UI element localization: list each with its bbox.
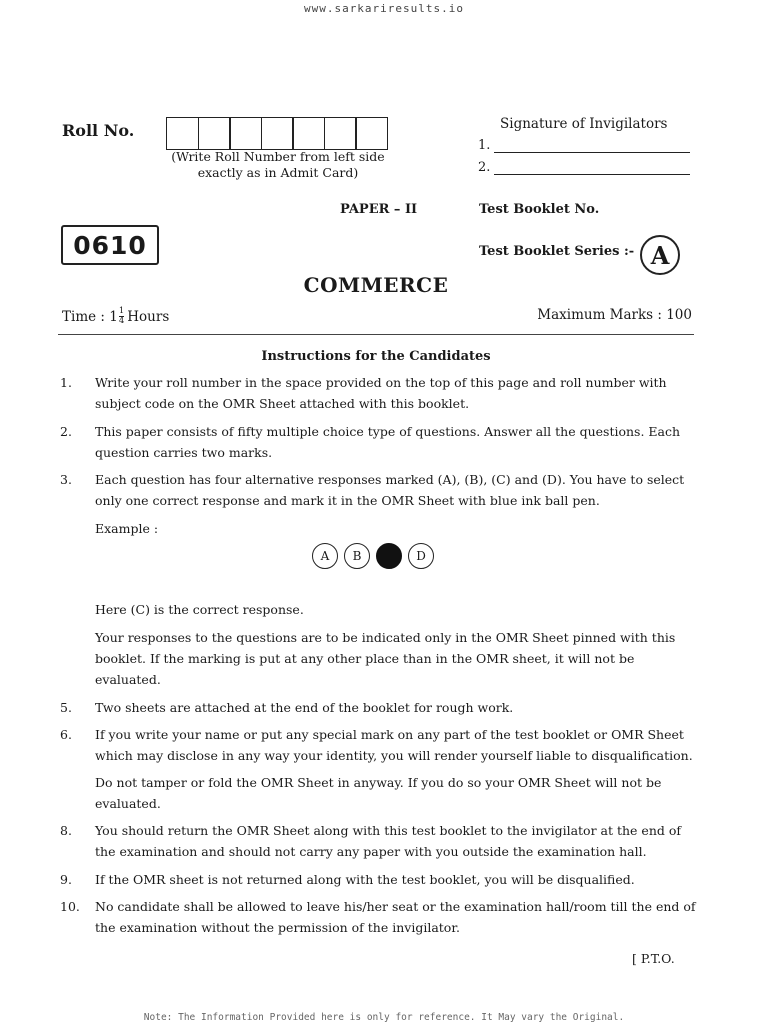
time-fraction	[119, 307, 124, 326]
instruction-item	[60, 421, 696, 463]
instruction-text: This paper consists of fifty multiple choice type of questions. Answer all the questions. Each question carries two marks.	[95, 424, 681, 460]
roll-digit-box[interactable]	[324, 117, 357, 150]
instruction-item	[60, 372, 696, 414]
site-watermark: www.sarkariresults.io	[303, 2, 465, 15]
divider	[58, 334, 694, 335]
instruction-text: Two sheets are attached at the end of the booklet for rough work.	[95, 700, 514, 715]
maximum-marks: Maximum Marks : 100	[537, 307, 692, 323]
instruction-item	[60, 896, 696, 938]
roll-digit-box[interactable]	[166, 117, 199, 150]
invigilator-line-1	[478, 138, 690, 153]
option-bubble-d: D	[408, 543, 434, 569]
invigilators-title: Signature of Invigilators	[500, 116, 668, 132]
instruction-number: 1.	[60, 375, 72, 390]
instruction-number: 10.	[60, 899, 80, 914]
instruction-number: 9.	[60, 872, 72, 887]
time-frac-den: 4	[118, 316, 125, 326]
correct-response-note: Here (C) is the correct response.	[95, 602, 304, 617]
option-bubble-c	[376, 543, 402, 569]
instruction-item	[60, 697, 696, 718]
instruction-item	[60, 820, 696, 862]
omr-note: Your responses to the questions are to be indicated only in the OMR Sheet pinned with this booklet. If the marking is put at any other place than in the OMR sheet, it will not be evaluated.	[95, 630, 676, 687]
roll-number-boxes	[166, 117, 387, 150]
instruction-number: 6.	[60, 727, 72, 742]
roll-digit-box[interactable]	[198, 117, 231, 150]
instruction-item	[60, 869, 696, 890]
roll-digit-box[interactable]	[261, 117, 294, 150]
tamper-note: Do not tamper or fold the OMR Sheet in anyway. If you do so your OMR Sheet will not be evaluated.	[95, 775, 662, 811]
booklet-series-badge: A	[640, 235, 680, 275]
booklet-no-label: Test Booklet No.	[479, 202, 600, 217]
instruction-number: 5.	[60, 700, 72, 715]
subject-title: COMMERCE	[303, 273, 449, 297]
instruction-text: Each question has four alternative responses marked (A), (B), (C) and (D). You have to select only one correct response and mark it in the OMR Sheet with blue ink ball pen.	[95, 472, 685, 508]
invigilator-line-1-num: 1.	[478, 138, 491, 153]
pto-label: [ P.T.O.	[632, 951, 675, 966]
roll-digit-box[interactable]	[355, 117, 388, 150]
paper-label: PAPER – II	[340, 202, 418, 217]
example-bubbles	[312, 543, 440, 569]
example-label: Example :	[95, 521, 159, 536]
time-suffix: Hours	[127, 308, 170, 325]
instruction-text: You should return the OMR Sheet along with this test booklet to the invigilator at the end of the examination and should not carry any paper with you outside the examination hall.	[95, 823, 682, 859]
roll-digit-box[interactable]	[229, 117, 262, 150]
roll-hint-line2: exactly as in Admit Card)	[197, 165, 359, 180]
booklet-series-label: Test Booklet Series :-	[479, 244, 635, 259]
time-prefix: Time : 1	[62, 308, 118, 325]
instruction-text: Write your roll number in the space provided on the top of this page and roll number with subject code on the OMR Sheet attached with this booklet.	[95, 375, 667, 411]
roll-hint	[160, 149, 396, 181]
instruction-text: If the OMR sheet is not returned along with the test booklet, you will be disqualified.	[95, 872, 635, 887]
option-bubble-a: A	[312, 543, 338, 569]
footer-note: Note: The Information Provided here is only for reference. It May vary the Original.	[143, 1012, 625, 1023]
invigilator-line-2	[478, 160, 690, 175]
roll-no-label: Roll No.	[62, 121, 135, 140]
instruction-item	[60, 724, 696, 766]
instruction-text: No candidate shall be allowed to leave his/her seat or the examination hall/room till the end of the examination without the permission of the invigilator.	[95, 899, 696, 935]
instruction-number: 8.	[60, 823, 72, 838]
roll-hint-line1: (Write Roll Number from left side	[171, 149, 385, 164]
time-allowed	[62, 307, 169, 326]
instructions-title: Instructions for the Candidates	[261, 349, 491, 364]
roll-digit-box[interactable]	[292, 117, 325, 150]
instruction-text: If you write your name or put any special mark on any part of the test booklet or OMR Sheet which may disclose in any way your identity, you will render yourself liable to disqualification.	[95, 727, 693, 763]
paper-code-box: 0610	[61, 225, 159, 265]
instruction-item	[60, 469, 696, 511]
option-bubble-b: B	[344, 543, 370, 569]
invigilator-line-2-num: 2.	[478, 160, 491, 175]
time-frac-num: 1	[118, 306, 125, 316]
instruction-number: 3.	[60, 472, 72, 487]
instruction-number: 2.	[60, 424, 72, 439]
